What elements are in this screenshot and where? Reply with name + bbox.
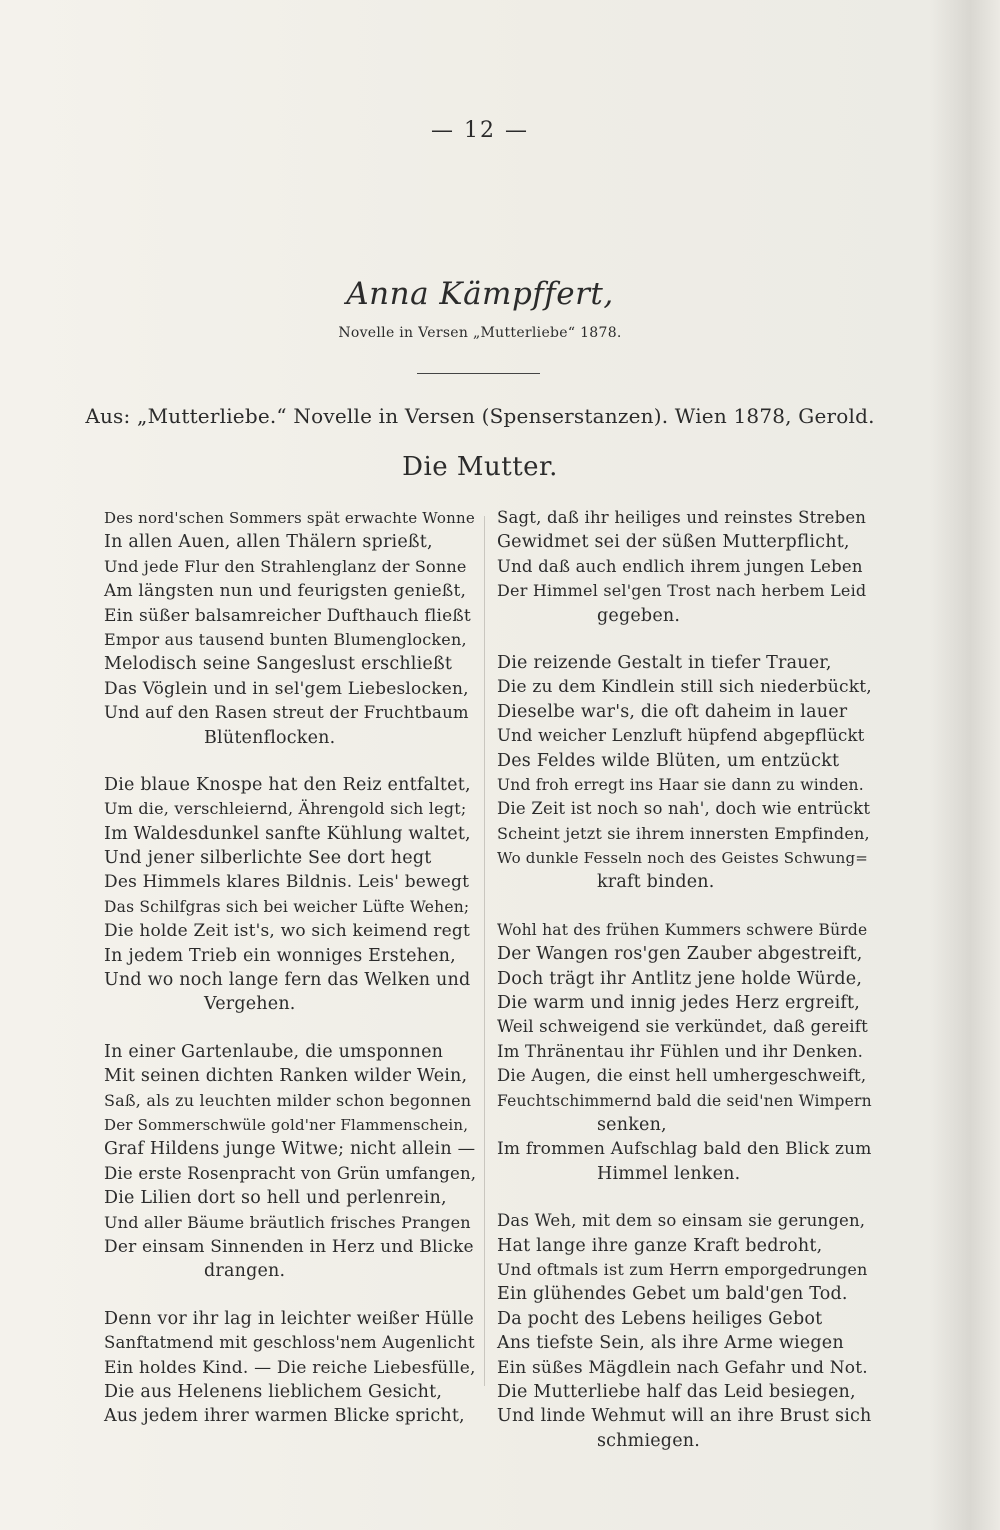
verse-line: Am längsten nun und feurigsten genießt,: [104, 581, 467, 602]
verse-line: Und daß auch endlich ihrem jungen Leben: [497, 556, 863, 576]
verse-line: Ans tiefste Sein, als ihre Arme wiegen: [497, 1333, 844, 1354]
stanza: [104, 1040, 476, 1284]
verse-line: Das Weh, mit dem so einsam sie gerungen,: [497, 1211, 866, 1231]
verse-line: Die erste Rosenpracht von Grün umfangen,: [104, 1163, 477, 1183]
verse-line-continuation: kraft binden.: [597, 872, 715, 893]
verse-line: Das Schilfgras sich bei weicher Lüfte Wehen;: [104, 897, 470, 916]
verse-line-continuation: Himmel lenken.: [597, 1163, 741, 1184]
verse-line: Hat lange ihre ganze Kraft bedroht,: [497, 1235, 823, 1256]
verse-line: Der einsam Sinnenden in Herz und Blicke: [104, 1236, 474, 1257]
verse-line: Weil schweigend sie verkündet, daß gereift: [497, 1017, 868, 1037]
verse-line-continuation: Vergehen.: [204, 994, 296, 1015]
verse-line: Die Mutterliebe half das Leid besiegen,: [497, 1381, 856, 1402]
verse-line: Ein süßes Mägdlein nach Gefahr und Not.: [497, 1357, 868, 1378]
verse-line: Der Himmel sel'gen Trost nach herbem Leid: [497, 581, 867, 601]
verse-line: Die Zeit ist noch so nah', doch wie entrückt: [497, 799, 871, 819]
verse-line-continuation: drangen.: [204, 1261, 286, 1282]
work-subtitle: Novelle in Versen „Mutterliebe“ 1878.: [338, 325, 622, 341]
verse-line: Die warm und innig jedes Herz ergreift,: [497, 993, 861, 1014]
verse-line: Und oftmals ist zum Herrn emporgedrungen: [497, 1259, 868, 1279]
verse-line: Die blaue Knospe hat den Reiz entfaltet,: [104, 774, 471, 795]
column-divider: [484, 516, 485, 1386]
verse-line: Sagt, daß ihr heiliges und reinstes Streben: [497, 508, 867, 527]
verse-line: Um die, verschleiernd, Ährengold sich legt;: [104, 799, 467, 819]
stanza: [104, 1307, 476, 1429]
verse-line: Scheint jetzt sie ihrem innersten Empfinden,: [497, 823, 870, 843]
verse-line: Aus jedem ihrer warmen Blicke spricht,: [104, 1406, 465, 1427]
poem-title: Die Mutter.: [402, 452, 558, 482]
verse-line: Die Augen, die einst hell umhergeschweift,: [497, 1066, 867, 1086]
verse-line: Die zu dem Kindlein still sich niederbückt,: [497, 677, 872, 698]
verse-line: Und aller Bäume bräutlich frisches Prangen: [104, 1212, 471, 1232]
verse-line: Melodisch seine Sangeslust erschließt: [104, 654, 453, 675]
stanza: [497, 651, 873, 895]
verse-line: Graf Hildens junge Witwe; nicht allein —: [104, 1139, 476, 1160]
verse-line: Saß, als zu leuchten milder schon begonnen: [104, 1090, 472, 1110]
verse-line: Der Sommerschwüle gold'ner Flammenschein,: [104, 1115, 469, 1134]
verse-line: Des Feldes wilde Blüten, um entzückt: [497, 750, 840, 771]
verse-line: Des Himmels klares Bildnis. Leis' bewegt: [104, 872, 470, 893]
verse-line: Und weicher Lenzluft hüpfend abgepflückt: [497, 726, 865, 746]
stanza: [497, 506, 873, 628]
verse-line: Im frommen Aufschlag bald den Blick zum: [497, 1139, 872, 1160]
verse-line: Die aus Helenens lieblichem Gesicht,: [104, 1381, 443, 1402]
verse-line: Und jener silberlichte See dort hegt: [104, 848, 432, 869]
verse-line: Mit seinen dichten Ranken wilder Wein,: [104, 1066, 468, 1087]
verse-line-continuation: senken,: [597, 1114, 667, 1135]
verse-line: Und auf den Rasen streut der Fruchtbaum: [104, 703, 469, 723]
author-heading: Anna Kämpffert,: [346, 276, 614, 312]
verse-line: Dieselbe war's, die oft daheim in lauer: [497, 701, 848, 722]
verse-line: Feuchtschimmernd bald die seid'nen Wimpern: [497, 1091, 872, 1110]
verse-line: Im Waldesdunkel sanfte Kühlung waltet,: [104, 823, 471, 844]
stanza: [497, 918, 873, 1186]
verse-line: Wo dunkle Fesseln noch des Geistes Schwung=: [497, 849, 869, 868]
stanza: [104, 506, 476, 750]
verse-line: Wohl hat des frühen Kummers schwere Bürde: [497, 920, 868, 939]
verse-line: Die reizende Gestalt in tiefer Trauer,: [497, 652, 832, 673]
verse-line: Und linde Wehmut will an ihre Brust sich: [497, 1406, 872, 1427]
verse-line: Denn vor ihr lag in leichter weißer Hülle: [104, 1308, 474, 1329]
verse-line: Empor aus tausend bunten Blumenglocken,: [104, 629, 467, 649]
source-citation: Aus: „Mutterliebe.“ Novelle in Versen (Spenserstanzen). Wien 1878, Gerold.: [85, 404, 875, 428]
right-column: [497, 506, 873, 1453]
verse-line: Und wo noch lange fern das Welken und: [104, 970, 471, 991]
stanza: [497, 1209, 873, 1453]
verse-line: Ein glühendes Gebet um bald'gen Tod.: [497, 1284, 848, 1305]
verse-line-continuation: Blütenflocken.: [204, 727, 336, 748]
verse-line: Die holde Zeit ist's, wo sich keimend regt: [104, 921, 470, 942]
page-number: — 12 —: [431, 118, 529, 143]
verse-line: Ein holdes Kind. — Die reiche Liebesfülle,: [104, 1357, 476, 1378]
stanza: [104, 773, 476, 1017]
verse-line: Das Vöglein und in sel'gem Liebeslocken,: [104, 678, 469, 699]
verse-line: In einer Gartenlaube, die umsponnen: [104, 1041, 444, 1062]
verse-line: Ein süßer balsamreicher Dufthauch fließt: [104, 605, 471, 626]
verse-line: Der Wangen ros'gen Zauber abgestreift,: [497, 944, 863, 965]
verse-line-continuation: gegeben.: [597, 605, 681, 626]
verse-line-continuation: schmiegen.: [597, 1430, 700, 1451]
verse-line: In allen Auen, allen Thälern sprießt,: [104, 532, 433, 553]
verse-line: Und froh erregt ins Haar sie dann zu winden.: [497, 775, 864, 794]
verse-line: Im Thränentau ihr Fühlen und ihr Denken.: [497, 1041, 864, 1061]
verse-line: Sanftatmend mit geschloss'nem Augenlicht: [104, 1333, 475, 1353]
verse-line: Die Lilien dort so hell und perlenrein,: [104, 1188, 447, 1209]
left-column: [104, 506, 476, 1429]
verse-line: In jedem Trieb ein wonniges Erstehen,: [104, 945, 456, 966]
verse-line: Gewidmet sei der süßen Mutterpflicht,: [497, 532, 850, 553]
verse-line: Und jede Flur den Strahlenglanz der Sonne: [104, 556, 467, 576]
verse-line: Des nord'schen Sommers spät erwachte Wonne: [104, 509, 475, 527]
horizontal-rule: [417, 373, 540, 374]
verse-line: Doch trägt ihr Antlitz jene holde Würde,: [497, 968, 863, 989]
verse-line: Da pocht des Lebens heiliges Gebot: [497, 1308, 823, 1329]
